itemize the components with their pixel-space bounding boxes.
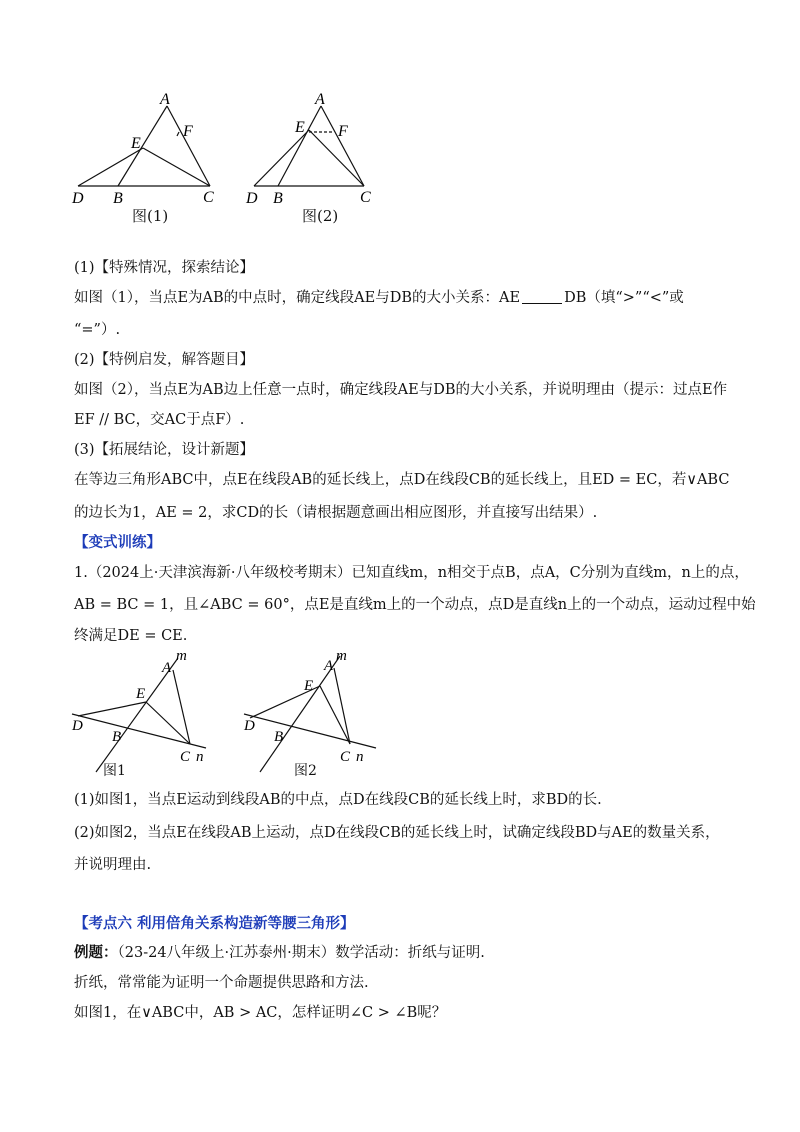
line-ec <box>309 130 364 186</box>
line-ac <box>173 670 190 744</box>
part3-heading: (3)【拓展结论，设计新题】 <box>74 442 255 458</box>
label-c: C <box>360 189 371 206</box>
variant-question1: (1)如图1，当点E运动到线段AB的中点，点D在线段CB的延长线上时，求BD的长. <box>74 792 602 808</box>
part1-line1: 如图（1），当点E为AB的中点时，确定线段AE与DB的大小关系：AE DB（填“>”“<”或 <box>74 290 684 306</box>
figure-1-mid-caption: 图1 <box>103 763 126 779</box>
variant-line3: 终满足DE = CE. <box>74 628 188 644</box>
label-b: B <box>274 729 284 745</box>
label-a: A <box>162 660 172 676</box>
label-d: D <box>72 190 84 207</box>
figure-2-top-caption: 图(2) <box>302 207 339 225</box>
part1-heading: (1)【特殊情况，探索结论】 <box>74 260 255 276</box>
line-ac <box>321 106 364 186</box>
label-b: B <box>113 190 123 207</box>
label-d: D <box>244 718 255 734</box>
label-e: E <box>136 686 146 702</box>
part2-line1: 如图（2），当点E为AB边上任意一点时，确定线段AE与DB的大小关系，并说明理由（提示：过点E作 <box>74 382 728 398</box>
example-line3: 如图1，在∨ABC中，AB > AC，怎样证明∠C > ∠B呢？ <box>74 1005 447 1021</box>
label-m: m <box>336 648 347 664</box>
figure-1-top-caption: 图(1) <box>132 207 169 225</box>
part3-line1: 在等边三角形ABC中，点E在线段AB的延长线上，点D在线段CB的延长线上，且ED = EC，若∨ABC <box>74 472 730 488</box>
variant-heading: 【变式训练】 <box>74 534 161 551</box>
example-line2: 折纸，常常能为证明一个命题提供思路和方法. <box>74 975 369 991</box>
line-de <box>78 148 143 186</box>
example-line1: 例题：（23-24八年级上·江苏泰州·期末）数学活动：折纸与证明. <box>74 944 485 961</box>
line-n <box>72 714 206 748</box>
part2-line2: EF // BC，交AC于点F）. <box>74 412 245 428</box>
label-c: C <box>180 749 191 765</box>
line-n <box>244 714 376 748</box>
figure-2-mid <box>240 648 400 778</box>
line-ab <box>278 106 321 186</box>
label-a: A <box>160 92 170 108</box>
label-a: A <box>315 92 325 108</box>
label-m: m <box>176 648 187 664</box>
label-b: B <box>112 729 122 745</box>
part3-line2: 的边长为1，AE = 2，求CD的长（请根据题意画出相应图形，并直接写出结果）. <box>74 505 598 521</box>
variant-question2-line2: 并说明理由. <box>74 857 152 873</box>
section-heading: 【考点六 利用倍角关系构造新等腰三角形】 <box>74 915 355 932</box>
figure-2-mid-caption: 图2 <box>294 763 317 779</box>
answer-blank <box>522 289 562 304</box>
line-de <box>78 702 146 716</box>
label-c: C <box>340 749 351 765</box>
part1-line2: “=”）. <box>74 322 121 338</box>
label-a: A <box>324 658 334 674</box>
label-e: E <box>304 678 314 694</box>
label-b: B <box>273 190 283 207</box>
label-e: E <box>295 119 305 136</box>
line-ec <box>146 702 190 744</box>
variant-line1: 1.（2024上·天津滨海新·八年级校考期末）已知直线m，n相交于点B，点A，C分别为直线m，n上的点， <box>74 565 749 581</box>
label-e: E <box>131 135 141 152</box>
label-n: n <box>356 749 364 765</box>
variant-line2: AB = BC = 1，且∠ABC = 60°，点E是直线m上的一个动点，点D是直线n上的一个动点，运动过程中始 <box>74 597 756 613</box>
variant-question2-line1: (2)如图2，当点E在线段AB上运动，点D在线段CB的延长线上时，试确定线段BD与AE的数量关系， <box>74 825 720 841</box>
part2-heading: (2)【特例启发，解答题目】 <box>74 352 255 368</box>
label-f: F <box>183 123 193 140</box>
example-label: 例题： <box>74 944 118 961</box>
line-de <box>254 130 309 186</box>
label-c: C <box>203 189 214 206</box>
label-f: F <box>338 123 348 140</box>
label-d: D <box>72 718 83 734</box>
label-n: n <box>196 749 204 765</box>
label-d: D <box>246 190 258 207</box>
line-ac <box>334 668 350 744</box>
line-ab <box>118 106 167 186</box>
figure-1-mid <box>66 648 226 778</box>
